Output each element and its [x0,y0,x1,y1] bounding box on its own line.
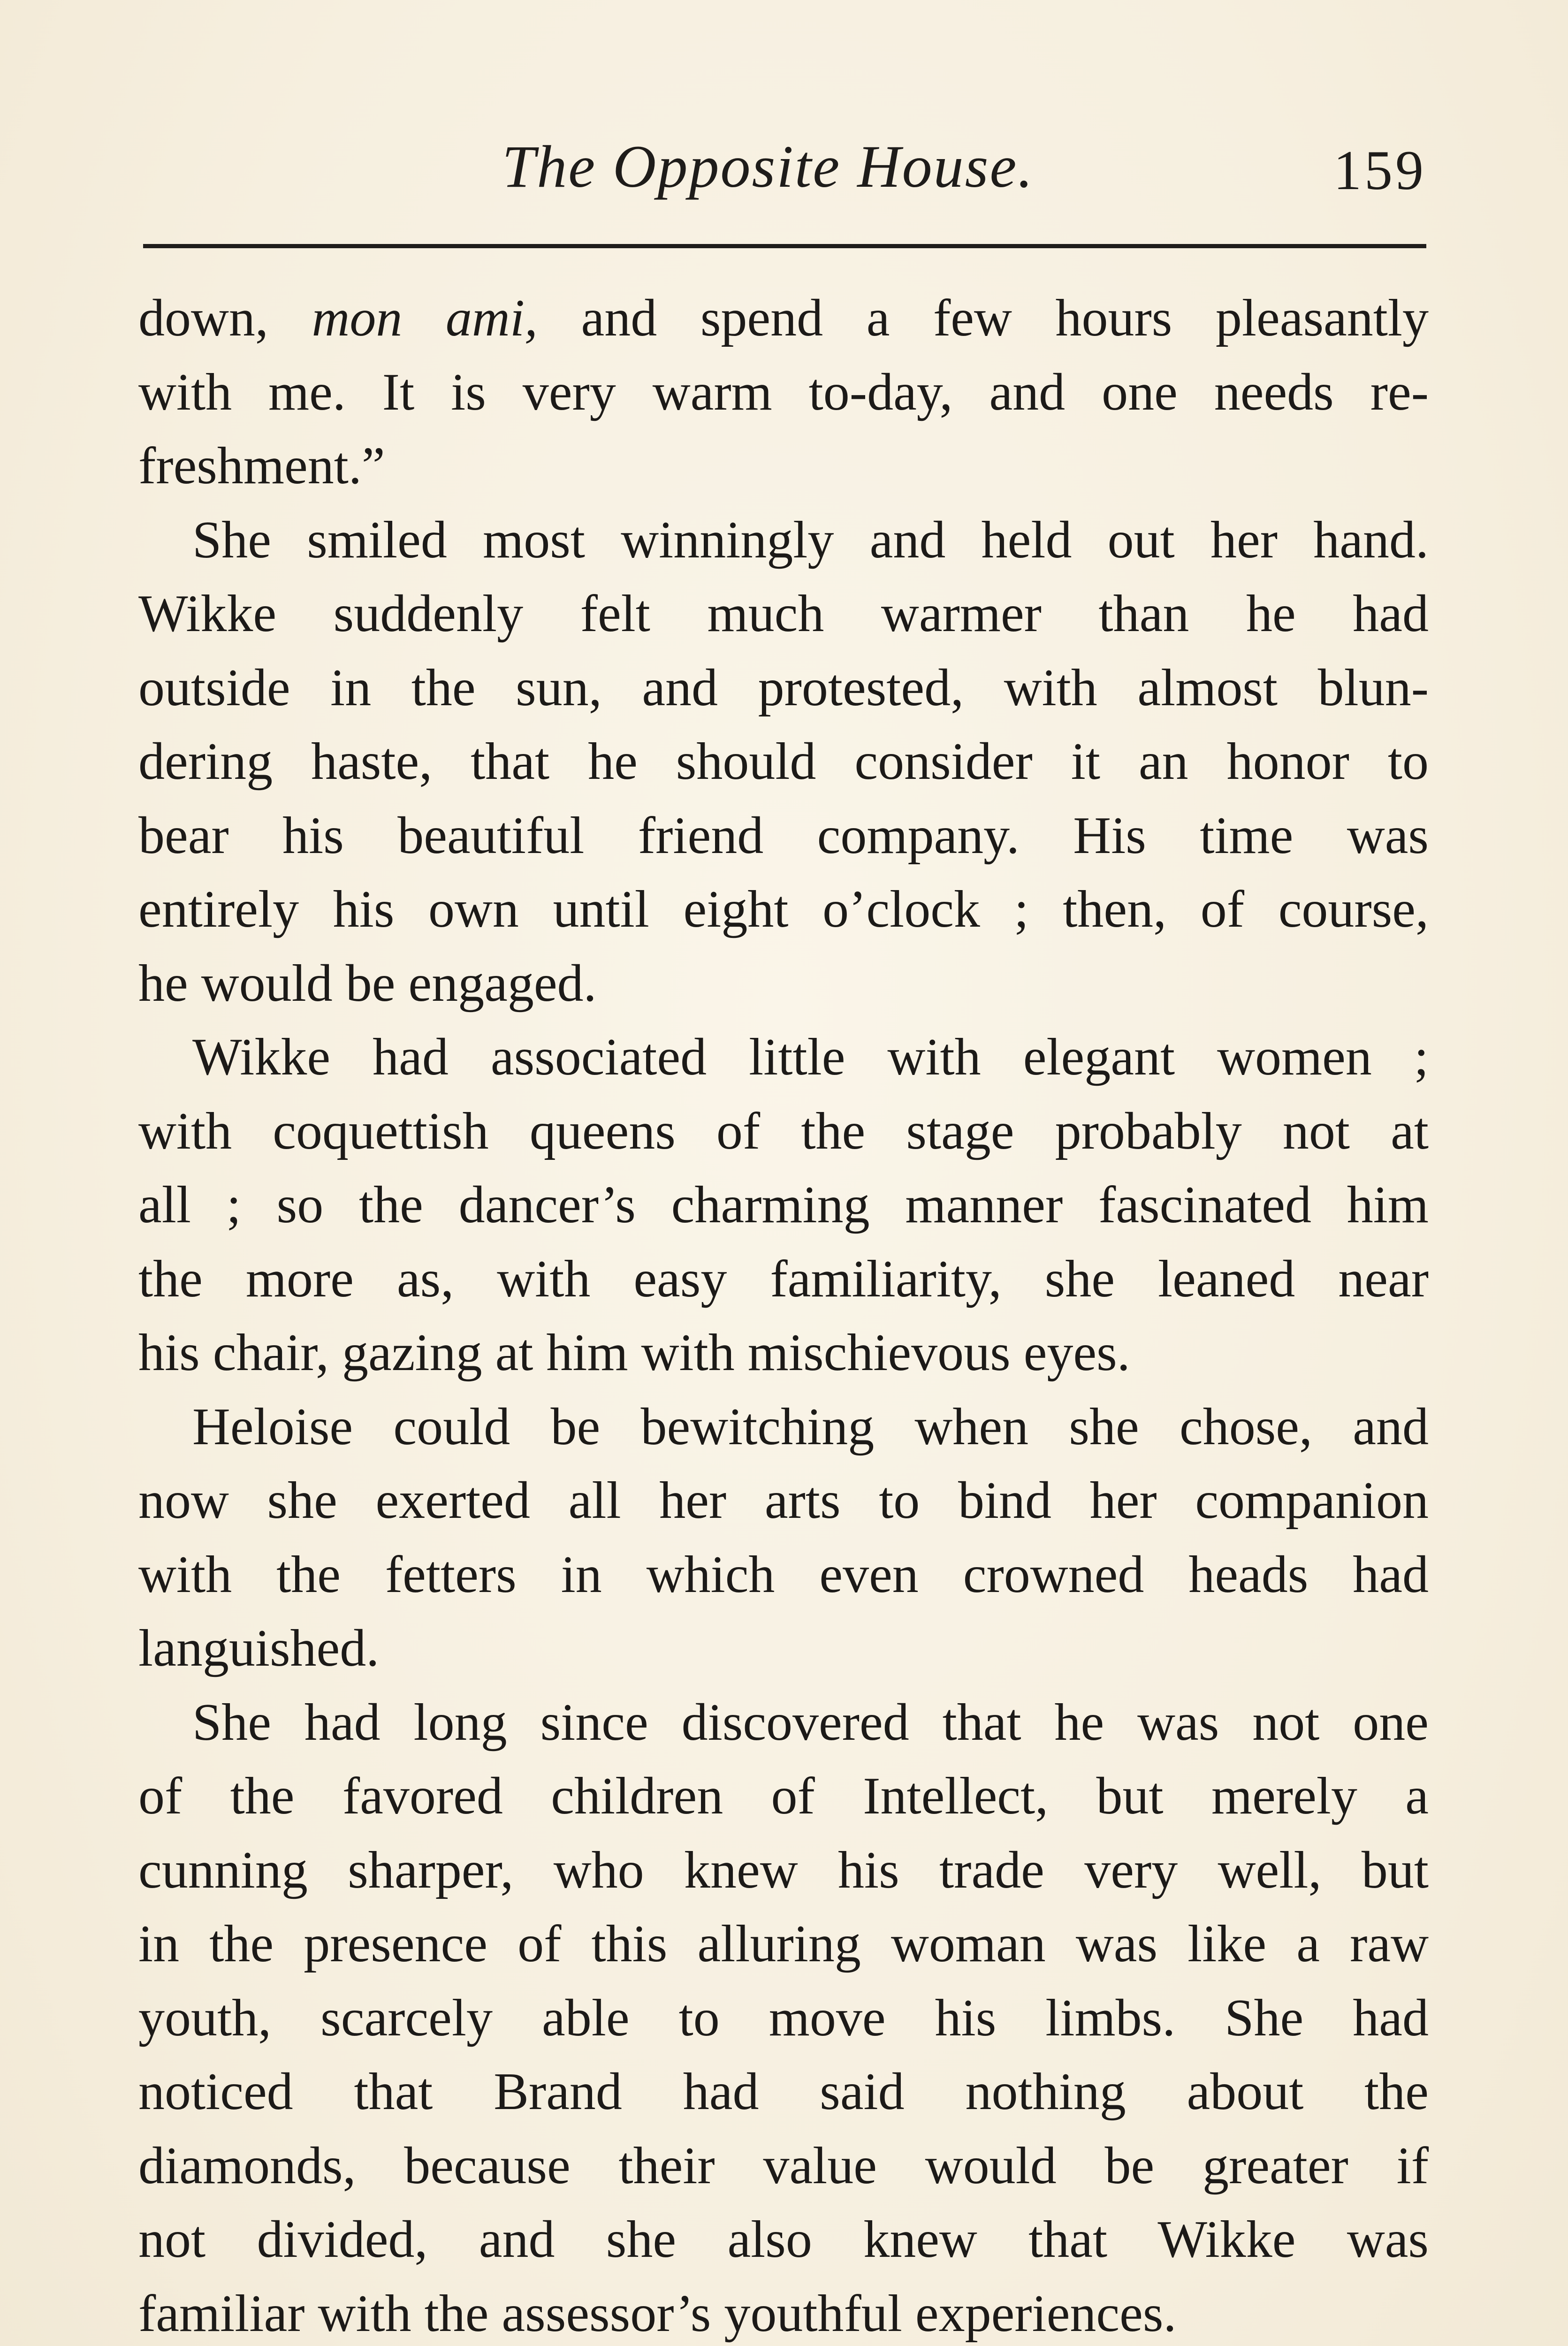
running-head [141,132,1426,207]
text-line: cunning sharper, who knew his trade very well, but [138,1841,1429,1899]
text-line: the more as, with easy familiarity, she leaned near [138,1249,1429,1308]
text-run: down, [138,289,312,347]
text-line: with coquettish queens of the stage probably not at [138,1102,1429,1160]
page-number: 159 [1333,139,1426,201]
text-line: entirely his own until eight o’clock ; then, of course, [138,880,1429,938]
text-line: with me. It is very warm to-day, and one needs re- [138,363,1429,421]
text-line: diamonds, because their value would be greater if [138,2136,1429,2195]
text-line: he would be engaged. [138,954,597,1013]
header-rule [143,244,1426,248]
text-line: outside in the sun, and protested, with almost blun- [138,658,1429,717]
text-line: now she exerted all her arts to bind her companion [138,1471,1429,1530]
text-line: familiar with the assessor’s youthful experiences. [138,2284,1177,2343]
italic-phrase: mon ami, [312,289,538,347]
text-line: dering haste, that he should consider it an honor to [138,732,1429,791]
paragraph-first-line: She had long since discovered that he was not one [192,1693,1429,1752]
text-line: freshment.” [138,437,385,495]
text-line: with the fetters in which even crowned heads had [138,1545,1429,1604]
text-line: all ; so the dancer’s charming manner fascinated him [138,1176,1429,1234]
text-line: in the presence of this alluring woman was like a raw [138,1915,1429,1973]
paragraph-first-line: Heloise could be bewitching when she chose, and [192,1397,1429,1456]
text-line [138,282,1429,356]
text-line: of the favored children of Intellect, but merely a [138,1767,1429,1825]
text-line: youth, scarcely able to move his limbs. She had [138,1988,1429,2047]
text-line: Wikke suddenly felt much warmer than he had [138,585,1429,643]
text-line: languished. [138,1619,380,1677]
paragraph-first-line: She smiled most winningly and held out her hand. [192,510,1429,569]
text-line: his chair, gazing at him with mischievous eyes. [138,1324,1130,1382]
body-text [138,282,1429,2346]
text-run: and spend a few hours pleasantly [537,289,1429,347]
text-line: noticed that Brand had said nothing about the [138,2063,1429,2121]
paragraph-first-line: Wikke had associated little with elegant women ; [192,1028,1429,1086]
text-line: bear his beautiful friend company. His time was [138,806,1429,865]
text-line: not divided, and she also knew that Wikke was [138,2210,1429,2269]
running-title: The Opposite House. [502,133,1035,200]
